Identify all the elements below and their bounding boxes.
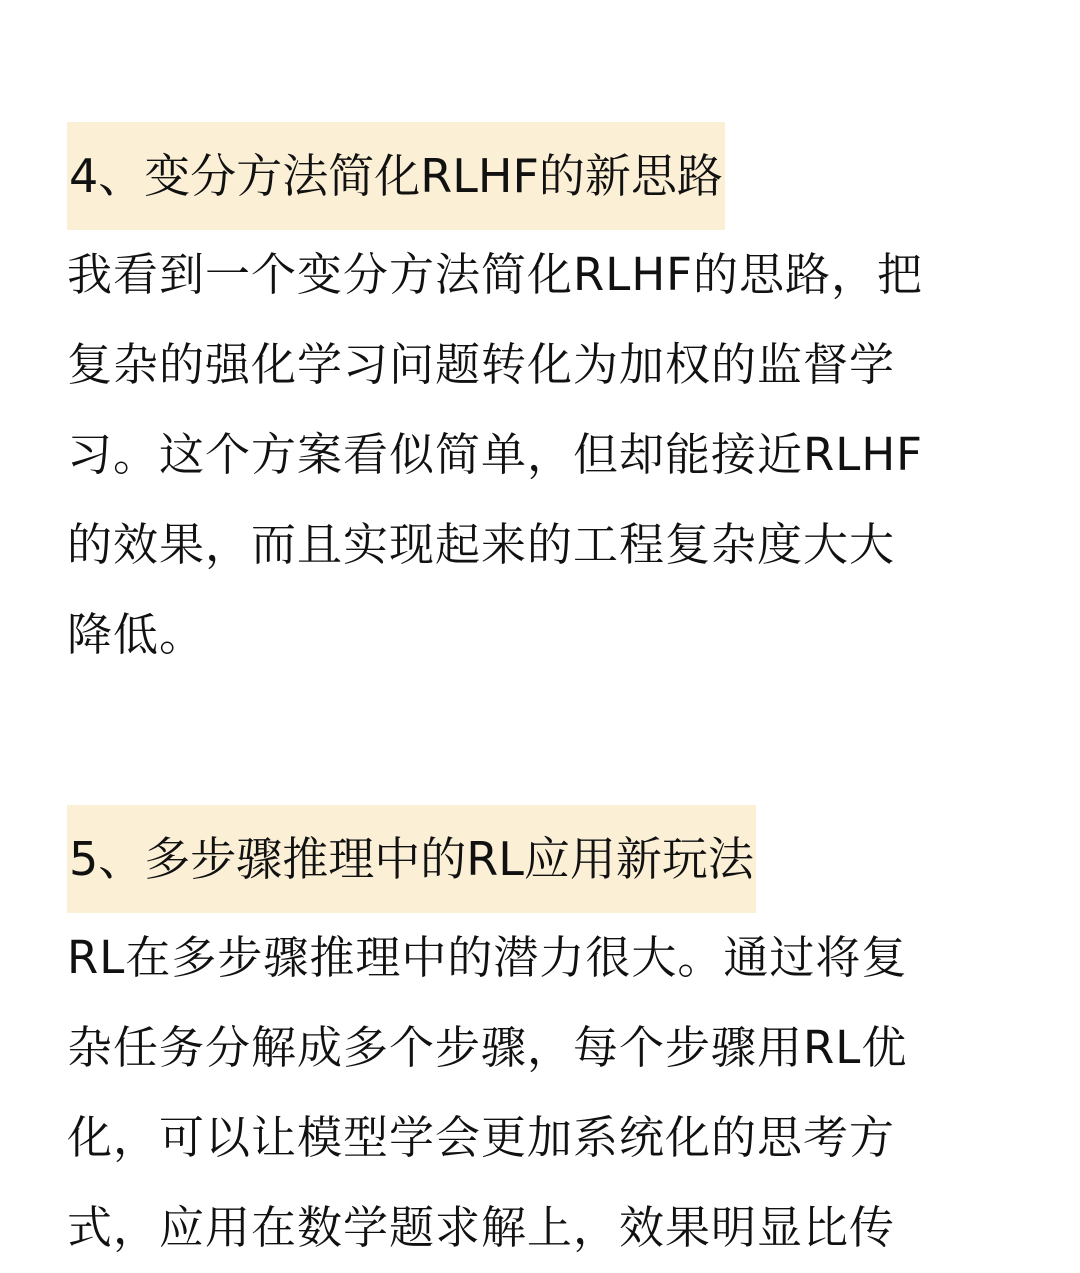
body-line: 式，应用在数学题求解上，效果明显比传	[67, 1201, 896, 1254]
section-4	[67, 122, 1027, 680]
body-line: 降低。	[67, 608, 206, 661]
section-body	[67, 913, 997, 1273]
body-line: 的效果，而且实现起来的工程复杂度大大	[67, 518, 896, 571]
body-line: 习。这个方案看似简单，但却能接近RLHF	[67, 428, 924, 481]
section-heading: 4、变分方法简化RLHF的新思路	[67, 122, 725, 230]
body-line: RL在多步骤推理中的潜力很大。通过将复	[67, 931, 908, 984]
body-line: 复杂的强化学习问题转化为加权的监督学	[67, 338, 896, 391]
body-line: 化，可以让模型学会更加系统化的思考方	[67, 1111, 896, 1164]
body-line: 杂任务分解成多个步骤，每个步骤用RL优	[67, 1021, 908, 1074]
section-5	[67, 805, 1027, 1273]
body-line: 我看到一个变分方法简化RLHF的思路，把	[67, 248, 924, 301]
section-body	[67, 230, 997, 680]
section-heading: 5、多步骤推理中的RL应用新玩法	[67, 805, 756, 913]
